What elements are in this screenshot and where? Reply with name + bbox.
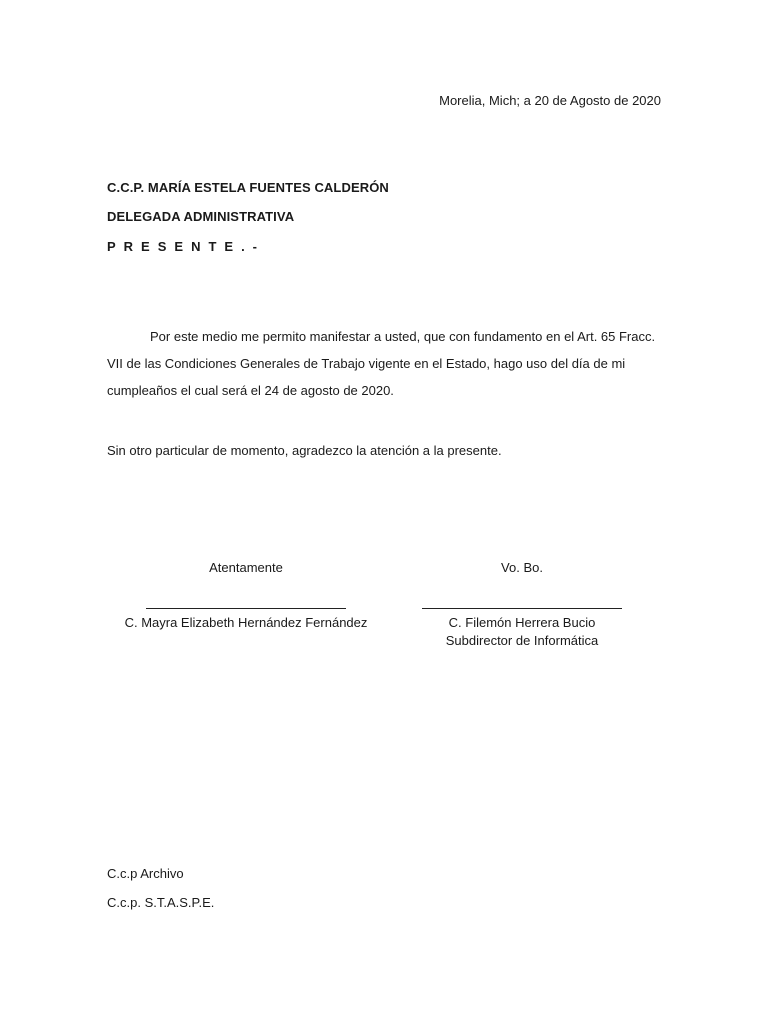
recipient-position: DELEGADA ADMINISTRATIVA [107, 209, 295, 224]
signature-line [422, 608, 622, 609]
signature-block-right [392, 559, 652, 650]
body-line: Por este medio me permito manifestar a usted, que con fundamento en el Art. 65 Fracc. [150, 329, 656, 344]
signer-name: C. Mayra Elizabeth Hernández Fernández [124, 615, 368, 630]
letter-body [107, 323, 663, 404]
date-line: Morelia, Mich; a 20 de Agosto de 2020 [439, 93, 661, 108]
copy-line: C.c.p Archivo [107, 866, 184, 881]
signature-label: Vo. Bo. [501, 560, 543, 575]
closing-line: Sin otro particular de momento, agradezco la atención a la presente. [107, 443, 502, 458]
signature-line [146, 608, 346, 609]
signature-label: Atentamente [209, 560, 283, 575]
copy-line: C.c.p. S.T.A.S.P.E. [107, 895, 215, 910]
body-line: cumpleaños el cual será el 24 de agosto de 2020. [107, 383, 394, 398]
recipient-name: C.C.P. MARÍA ESTELA FUENTES CALDERÓN [107, 180, 389, 195]
signer-title: Subdirector de Informática [445, 633, 599, 648]
signer-name: C. Filemón Herrera Bucio [448, 615, 596, 630]
signature-block-left [116, 559, 376, 632]
body-line: VII de las Condiciones Generales de Trabajo vigente en el Estado, hago uso del día de mi [107, 356, 626, 371]
recipient-greeting: PRESENTE.- [107, 239, 266, 254]
